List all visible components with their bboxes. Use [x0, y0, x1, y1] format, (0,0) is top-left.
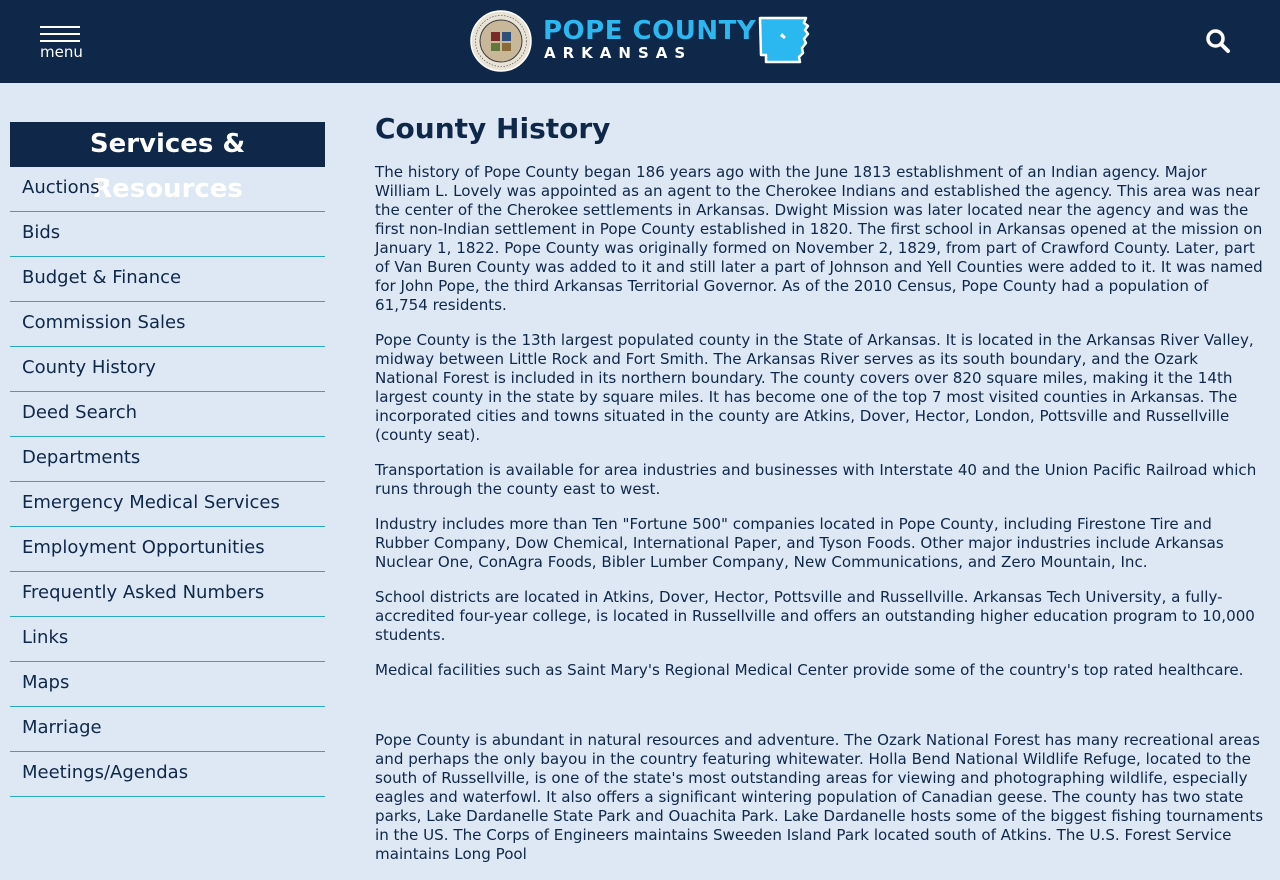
brand-state: ARKANSAS — [544, 44, 693, 62]
sidebar-title: Services & Resources — [10, 122, 325, 167]
sidebar-item-auctions[interactable]: Auctions — [10, 167, 325, 212]
sidebar-item-links[interactable]: Links — [10, 617, 325, 662]
industry-paragraph: Industry includes more than Ten "Fortune 500" companies located in Pope County, including Firestone Tire and Rubber Company, Dow Chemical, International Paper, and Tyson Foods. Other major industries include Arkansas Nuclear One, ConAgra Foods, Bibler Lumber Company, New Communications, and Zero Mountain, Inc. — [375, 515, 1224, 571]
sidebar-item-meetings-agendas[interactable]: Meetings/Agendas — [10, 752, 325, 797]
sidebar-item-emergency-medical-services[interactable]: Emergency Medical Services — [10, 482, 325, 527]
sidebar-item-bids[interactable]: Bids — [10, 212, 325, 257]
arkansas-map-icon — [758, 15, 812, 65]
medical-paragraph: Medical facilities such as Saint Mary's Regional Medical Center provide some of the country's top rated healthcare. — [375, 661, 1244, 679]
sidebar-item-commission-sales[interactable]: Commission Sales — [10, 302, 325, 347]
site-header — [0, 0, 1280, 83]
page-title: County History — [375, 112, 611, 145]
sidebar-item-frequently-asked-numbers[interactable]: Frequently Asked Numbers — [10, 572, 325, 617]
sidebar-item-county-history[interactable]: County History — [10, 347, 325, 392]
main-content — [375, 112, 1265, 880]
site-logo[interactable] — [470, 10, 815, 72]
brand-name: POPE COUNTY — [543, 16, 757, 46]
hamburger-icon — [40, 26, 82, 42]
sidebar-item-budget-finance[interactable]: Budget & Finance — [10, 257, 325, 302]
sidebar-item-maps[interactable]: Maps — [10, 662, 325, 707]
sidebar-item-departments[interactable]: Departments — [10, 437, 325, 482]
sidebar-item-employment-opportunities[interactable]: Employment Opportunities — [10, 527, 325, 572]
geography-paragraph: Pope County is the 13th largest populated county in the State of Arkansas. It is located in the Arkansas River Valley, midway between Little Rock and Fort Smith. The Arkansas River serves as its south boundary, and the Ozark National Forest is included in its northern boundary. The county covers over 820 square miles, making it the 14th largest county in the state by square miles. It has become one of the top 7 most visited counties in Arkansas. The incorporated cities and towns situated in the county are Atkins, Dover, Hector, London, Pottsville and Russellville (county seat). — [375, 331, 1254, 444]
sidebar-item-deed-search[interactable]: Deed Search — [10, 392, 325, 437]
sidebar-item-marriage[interactable]: Marriage — [10, 707, 325, 752]
services-sidebar — [10, 122, 325, 797]
recreation-paragraph: Pope County is abundant in natural resources and adventure. The Ozark National Forest has many recreational areas and perhaps the only bayou in the country featuring whitewater. Holla Bend National Wildlife Refuge, located to the south of Russellville, is one of the state's most outstanding areas for viewing and photographing wildlife, especially eagles and waterfowl. It also offers a significant wintering population of Canadian geese. The county has two state parks, Lake Dardanelle State Park and Ouachita Park. Lake Dardanelle hosts some of the biggest fishing tournaments in the US. The Corps of Engineers maintains Sweeden Island Park located south of Atkins. The U.S. Forest Service maintains Long Pool — [375, 731, 1264, 863]
schools-paragraph: School districts are located in Atkins, Dover, Hector, Pottsville and Russellville. Arkansas Tech University, a fully-accredited four-year college, is located in Russellville and offers an outstanding higher education program to 10,000 students. — [375, 588, 1255, 644]
county-seal-icon — [470, 10, 532, 72]
menu-label: menu — [40, 43, 83, 61]
transportation-paragraph: Transportation is available for area industries and businesses with Interstate 40 and the Union Pacific Railroad which runs through the county east to west. — [375, 461, 1257, 498]
history-paragraph: The history of Pope County began 186 years ago with the June 1813 establishment of an Indian agency. Major William L. Lovely was appointed as an agent to the Cherokee Indians and established the agency. This area was near the center of the Cherokee settlements in Arkansas. Dwight Mission was later located near the agency and was the first non-Indian settlement in Pope County established in 1820. The first school in Arkansas opened at the mission on January 1, 1822. Pope County was originally formed on November 2, 1829, from part of Crawford County. Later, part of Van Buren County was added to it and still later a part of Johnson and Yell Counties were added to it. It was named for John Pope, the third Arkansas Territorial Governor. As of the 2010 Census, Pope County had a population of 61,754 residents. — [375, 163, 1263, 314]
menu-button[interactable] — [40, 26, 82, 62]
search-button[interactable] — [1205, 28, 1231, 58]
search-icon — [1205, 28, 1231, 54]
